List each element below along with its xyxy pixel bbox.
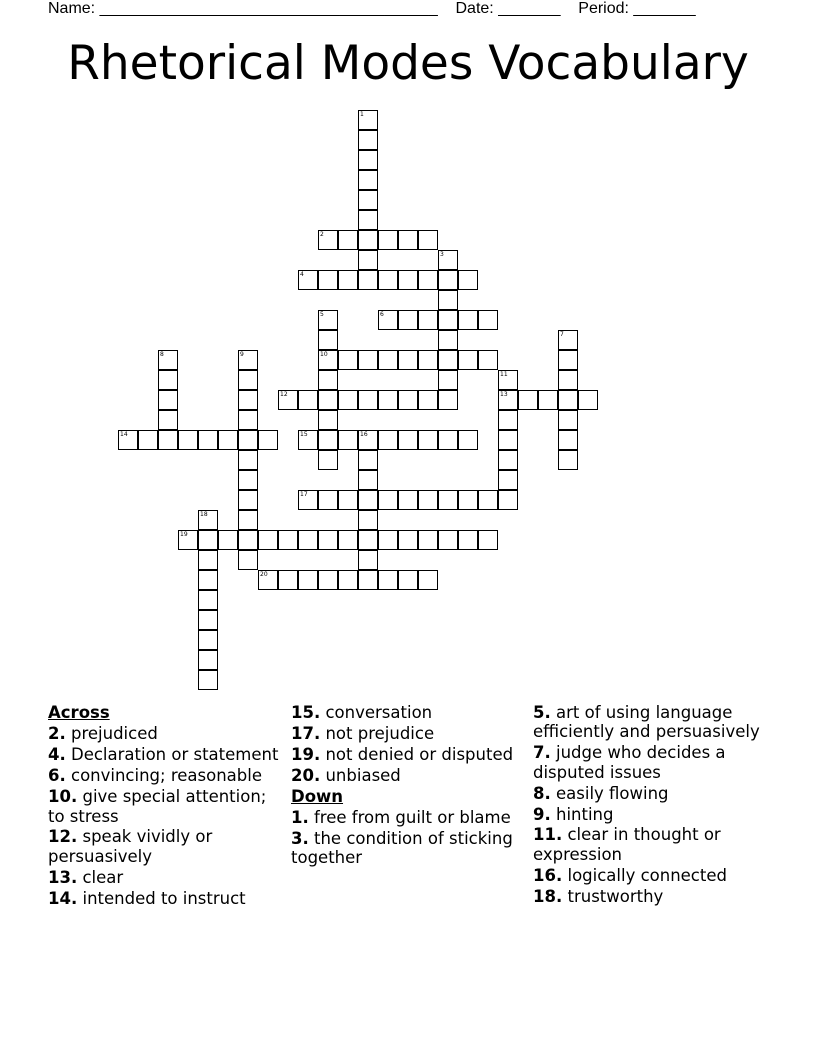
clue-number-label: 6. — [48, 766, 66, 786]
across-clue — [291, 766, 526, 785]
clue-number: 8 — [160, 351, 164, 358]
clue-text: Declaration or statement — [65, 745, 279, 765]
clue-text: intended to instruct — [77, 888, 246, 908]
crossword-cell[interactable] — [398, 230, 418, 250]
clue-number: 5 — [320, 311, 324, 318]
clue-number-label: 15. — [291, 703, 321, 722]
clue-number: 16 — [360, 431, 368, 438]
crossword-cell[interactable] — [318, 310, 338, 330]
across-clue-list-continued — [291, 703, 526, 785]
crossword-cell[interactable] — [338, 390, 358, 410]
clue-number-label: 10. — [48, 787, 78, 807]
clue-number-label: 5. — [533, 703, 551, 722]
clue-text: free from guilt or blame — [308, 808, 511, 828]
crossword-cell[interactable] — [358, 450, 378, 470]
crossword-cell[interactable] — [198, 510, 218, 530]
crossword-cell[interactable] — [298, 390, 318, 410]
clue-number: 10 — [320, 351, 328, 358]
crossword-cell[interactable] — [378, 490, 398, 510]
crossword-cell[interactable] — [238, 390, 258, 410]
crossword-cell[interactable] — [498, 430, 518, 450]
clues-column-3 — [533, 703, 773, 908]
crossword-cell[interactable] — [418, 310, 438, 330]
clues-column-1 — [48, 703, 283, 910]
crossword-cell[interactable] — [398, 570, 418, 590]
crossword-cell[interactable] — [358, 170, 378, 190]
crossword-cell[interactable] — [298, 570, 318, 590]
crossword-cell[interactable] — [358, 550, 378, 570]
crossword-cell[interactable] — [498, 390, 518, 410]
crossword-cell[interactable] — [318, 350, 338, 370]
clue-number: 4 — [300, 271, 304, 278]
crossword-cell[interactable] — [378, 270, 398, 290]
clue-number-label: 7. — [533, 743, 551, 763]
down-clue — [291, 808, 526, 827]
clue-number: 17 — [300, 491, 308, 498]
crossword-cell[interactable] — [218, 430, 238, 450]
down-heading: Down — [291, 786, 344, 806]
clue-number: 3 — [440, 251, 444, 258]
crossword-cell[interactable] — [198, 670, 218, 690]
crossword-cell[interactable] — [358, 390, 378, 410]
crossword-cell[interactable] — [498, 490, 518, 510]
page-title: Rhetorical Modes Vocabulary — [67, 36, 749, 91]
crossword-cell[interactable] — [318, 530, 338, 550]
crossword-cell[interactable] — [138, 430, 158, 450]
crossword-cell[interactable] — [378, 530, 398, 550]
crossword-cell[interactable] — [438, 330, 458, 350]
down-clue — [533, 887, 773, 906]
across-clue — [48, 745, 283, 764]
crossword-cell[interactable] — [118, 430, 138, 450]
crossword-cell[interactable] — [418, 390, 438, 410]
crossword-cell[interactable] — [238, 450, 258, 470]
clue-text: easily flowing — [550, 783, 669, 803]
crossword-cell[interactable] — [518, 390, 538, 410]
crossword-cell[interactable] — [578, 390, 598, 410]
crossword-cell[interactable] — [438, 250, 458, 270]
crossword-cell[interactable] — [198, 430, 218, 450]
clue-number-label: 20. — [291, 765, 321, 785]
crossword-cell[interactable] — [418, 530, 438, 550]
crossword-cell[interactable] — [498, 410, 518, 430]
across-heading: Across — [48, 703, 110, 722]
crossword-cell[interactable] — [378, 570, 398, 590]
crossword-cell[interactable] — [198, 590, 218, 610]
down-clue — [291, 829, 526, 868]
crossword-cell[interactable] — [238, 490, 258, 510]
crossword-cell[interactable] — [438, 490, 458, 510]
crossword-cell[interactable] — [238, 550, 258, 570]
clue-text: the condition of sticking together — [291, 828, 513, 868]
crossword-cell[interactable] — [438, 310, 458, 330]
clue-number-label: 3. — [291, 828, 309, 848]
crossword-cell[interactable] — [238, 530, 258, 550]
crossword-cell[interactable] — [158, 410, 178, 430]
crossword-cell[interactable] — [458, 270, 478, 290]
crossword-cell[interactable] — [398, 530, 418, 550]
name-field[interactable]: Name: ______________________________________ — [48, 0, 438, 17]
crossword-cell[interactable] — [358, 490, 378, 510]
crossword-cell[interactable] — [358, 470, 378, 490]
date-field[interactable]: Date: _______ — [455, 0, 561, 17]
crossword-cell[interactable] — [398, 490, 418, 510]
clues-column-2 — [291, 703, 526, 869]
clue-number-label: 18. — [533, 886, 563, 906]
crossword-cell[interactable] — [258, 570, 278, 590]
clue-number: 11 — [500, 371, 508, 378]
crossword-cell[interactable] — [238, 370, 258, 390]
crossword-cell[interactable] — [358, 570, 378, 590]
clue-number: 20 — [260, 571, 268, 578]
clue-text: logically connected — [562, 865, 727, 885]
crossword-cell[interactable] — [358, 210, 378, 230]
crossword-cell[interactable] — [398, 430, 418, 450]
crossword-cell[interactable] — [238, 430, 258, 450]
crossword-cell[interactable] — [558, 330, 578, 350]
crossword-cell[interactable] — [338, 350, 358, 370]
crossword-cell[interactable] — [458, 490, 478, 510]
crossword-cell[interactable] — [318, 370, 338, 390]
crossword-cell[interactable] — [418, 490, 438, 510]
clue-number-label: 16. — [533, 865, 563, 885]
crossword-cell[interactable] — [378, 350, 398, 370]
across-clue — [291, 745, 526, 764]
crossword-cell[interactable] — [498, 370, 518, 390]
crossword-cell[interactable] — [318, 430, 338, 450]
crossword-cell[interactable] — [318, 410, 338, 430]
clue-text: clear in thought or expression — [533, 825, 721, 864]
clue-text: give special attention; to stress — [48, 787, 267, 826]
crossword-cell[interactable] — [358, 350, 378, 370]
crossword-cell[interactable] — [158, 390, 178, 410]
crossword-cell[interactable] — [198, 570, 218, 590]
crossword-cell[interactable] — [358, 430, 378, 450]
crossword-cell[interactable] — [158, 370, 178, 390]
clue-number-label: 8. — [533, 783, 551, 803]
clue-number: 12 — [280, 391, 288, 398]
clue-number: 1 — [360, 111, 364, 118]
across-clue-list — [48, 724, 283, 908]
clue-number-label: 1. — [291, 808, 309, 828]
crossword-cell[interactable] — [478, 490, 498, 510]
clue-number: 18 — [200, 511, 208, 518]
crossword-cell[interactable] — [438, 430, 458, 450]
crossword-cell[interactable] — [458, 530, 478, 550]
clue-text: speak vividly or persuasively — [48, 827, 213, 866]
crossword-cell[interactable] — [438, 290, 458, 310]
down-clue — [533, 703, 773, 742]
crossword-cell[interactable] — [238, 350, 258, 370]
crossword-cell[interactable] — [358, 230, 378, 250]
across-clue — [291, 724, 526, 743]
clue-text: clear — [77, 867, 124, 887]
crossword-cell[interactable] — [458, 350, 478, 370]
clue-number-label: 14. — [48, 888, 78, 908]
clue-text: not prejudice — [320, 723, 435, 743]
crossword-cell[interactable] — [558, 350, 578, 370]
crossword-cell[interactable] — [438, 350, 458, 370]
crossword-cell[interactable] — [318, 270, 338, 290]
clue-number: 15 — [300, 431, 308, 438]
clue-number-label: 19. — [291, 744, 321, 764]
crossword-cell[interactable] — [378, 310, 398, 330]
crossword-cell[interactable] — [358, 190, 378, 210]
crossword-cell[interactable] — [418, 350, 438, 370]
across-clue — [48, 724, 283, 743]
crossword-cell[interactable] — [298, 490, 318, 510]
down-clue — [533, 866, 773, 885]
crossword-cell[interactable] — [198, 550, 218, 570]
crossword-cell[interactable] — [558, 410, 578, 430]
crossword-cell[interactable] — [318, 490, 338, 510]
crossword-cell[interactable] — [318, 450, 338, 470]
crossword-cell[interactable] — [418, 430, 438, 450]
clue-text: art of using language efficiently and persuasively — [533, 703, 760, 742]
clue-text: judge who decides a disputed issues — [533, 743, 726, 782]
crossword-cell[interactable] — [238, 470, 258, 490]
crossword-cell[interactable] — [238, 510, 258, 530]
crossword-cell[interactable] — [358, 110, 378, 130]
across-clue — [48, 889, 283, 908]
crossword-cell[interactable] — [378, 430, 398, 450]
clue-number: 6 — [380, 311, 384, 318]
crossword-cell[interactable] — [558, 390, 578, 410]
down-clue — [533, 825, 773, 864]
crossword-cell[interactable] — [318, 390, 338, 410]
clue-text: conversation — [320, 703, 433, 722]
crossword-cell[interactable] — [558, 450, 578, 470]
crossword-cell[interactable] — [398, 390, 418, 410]
crossword-cell[interactable] — [478, 350, 498, 370]
clue-number: 13 — [500, 391, 508, 398]
crossword-cell[interactable] — [438, 530, 458, 550]
crossword-cell[interactable] — [278, 530, 298, 550]
crossword-cell[interactable] — [258, 530, 278, 550]
crossword-cell[interactable] — [398, 270, 418, 290]
crossword-cell[interactable] — [298, 270, 318, 290]
period-field[interactable]: Period: _______ — [578, 0, 696, 17]
crossword-cell[interactable] — [358, 270, 378, 290]
crossword-cell[interactable] — [198, 630, 218, 650]
down-clue-list-continued — [533, 703, 773, 906]
across-clue — [291, 703, 526, 722]
crossword-cell[interactable] — [198, 610, 218, 630]
crossword-cell[interactable] — [438, 270, 458, 290]
crossword-cell[interactable] — [338, 430, 358, 450]
crossword-cell[interactable] — [558, 370, 578, 390]
crossword-cell[interactable] — [318, 230, 338, 250]
crossword-cell[interactable] — [458, 430, 478, 450]
crossword-cell[interactable] — [338, 230, 358, 250]
clue-number: 7 — [560, 331, 564, 338]
crossword-cell[interactable] — [358, 130, 378, 150]
crossword-cell[interactable] — [338, 490, 358, 510]
crossword-cell[interactable] — [458, 310, 478, 330]
crossword-cell[interactable] — [418, 570, 438, 590]
crossword-cell[interactable] — [378, 230, 398, 250]
clue-number-label: 17. — [291, 723, 321, 743]
crossword-cell[interactable] — [238, 410, 258, 430]
crossword-cell[interactable] — [258, 430, 278, 450]
clue-text: prejudiced — [65, 724, 158, 744]
crossword-cell[interactable] — [218, 530, 238, 550]
clue-number-label: 11. — [533, 825, 563, 845]
crossword-cell[interactable] — [338, 570, 358, 590]
crossword-cell[interactable] — [398, 310, 418, 330]
down-clue — [533, 743, 773, 782]
crossword-cell[interactable] — [158, 430, 178, 450]
crossword-cell[interactable] — [498, 450, 518, 470]
crossword-cell[interactable] — [478, 530, 498, 550]
clue-number-label: 9. — [533, 804, 551, 824]
crossword-cell[interactable] — [358, 150, 378, 170]
across-clue — [48, 787, 283, 826]
crossword-cell[interactable] — [318, 570, 338, 590]
clue-text: trustworthy — [562, 886, 664, 906]
clue-number: 2 — [320, 231, 324, 238]
crossword-cell[interactable] — [178, 430, 198, 450]
crossword-cell[interactable] — [398, 350, 418, 370]
clue-number-label: 4. — [48, 745, 66, 765]
down-clue — [533, 784, 773, 803]
crossword-cell[interactable] — [358, 530, 378, 550]
clue-number-label: 13. — [48, 867, 78, 887]
crossword-cell[interactable] — [198, 530, 218, 550]
crossword-cell[interactable] — [538, 390, 558, 410]
crossword-cell[interactable] — [418, 230, 438, 250]
crossword-cell[interactable] — [318, 330, 338, 350]
clue-number-label: 2. — [48, 724, 66, 744]
crossword-cell[interactable] — [358, 510, 378, 530]
crossword-cell[interactable] — [278, 570, 298, 590]
crossword-cell[interactable] — [378, 390, 398, 410]
crossword-cell[interactable] — [478, 310, 498, 330]
clue-text: unbiased — [320, 765, 401, 785]
clue-text: convincing; reasonable — [65, 766, 262, 786]
clue-text: hinting — [550, 804, 614, 824]
crossword-cell[interactable] — [278, 390, 298, 410]
crossword-cell[interactable] — [298, 430, 318, 450]
clue-number: 14 — [120, 431, 128, 438]
crossword-cell[interactable] — [558, 430, 578, 450]
crossword-cell[interactable] — [358, 250, 378, 270]
clue-number: 19 — [180, 531, 188, 538]
crossword-cell[interactable] — [438, 370, 458, 390]
across-clue — [48, 868, 283, 887]
clue-number: 9 — [240, 351, 244, 358]
crossword-cell[interactable] — [338, 270, 358, 290]
crossword-cell[interactable] — [498, 470, 518, 490]
crossword-cell[interactable] — [338, 530, 358, 550]
clue-number-label: 12. — [48, 827, 78, 847]
clue-text: not denied or disputed — [320, 744, 514, 764]
crossword-cell[interactable] — [438, 390, 458, 410]
crossword-cell[interactable] — [418, 270, 438, 290]
crossword-cell[interactable] — [198, 650, 218, 670]
crossword-cell[interactable] — [158, 350, 178, 370]
crossword-cell[interactable] — [178, 530, 198, 550]
crossword-cell[interactable] — [298, 530, 318, 550]
across-clue — [48, 827, 283, 866]
across-clue — [48, 766, 283, 785]
down-clue-list — [291, 808, 526, 868]
down-clue — [533, 805, 773, 824]
